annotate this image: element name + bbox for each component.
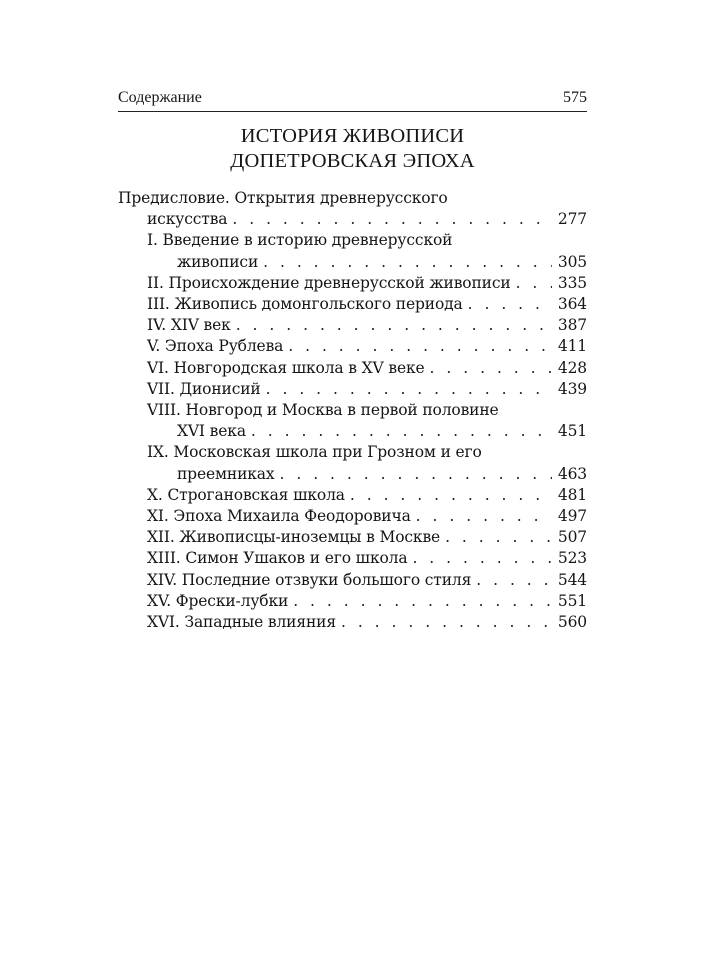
section-heading [118,124,587,174]
toc-entry-chapter-13[interactable] [118,548,587,569]
dot-leader [232,209,552,230]
toc-entry-title: VIII. Новгород и Москва в первой половине [147,401,499,420]
dot-leader [341,612,552,633]
toc-entry-title: XII. Живописцы-иноземцы в Москве [147,528,441,547]
toc-entry-page: 428 [557,358,587,377]
toc-entry-title: II. Происхождение древнерусской живописи [147,273,511,292]
dot-leader [251,421,552,442]
toc-entry-page: 411 [557,337,587,356]
toc-entry-chapter-5[interactable] [118,336,587,357]
toc-entry-chapter-1[interactable] [118,230,587,272]
toc-entry-title: IV. XIV век [147,316,231,335]
toc-entry-page: 451 [557,422,587,441]
toc-entry-page: 551 [557,591,587,610]
dot-leader [350,485,552,506]
toc-entry-title-cont: живописи [177,252,259,271]
dot-leader [266,379,552,400]
toc-entry-chapter-7[interactable] [118,379,587,400]
toc-entry-page: 335 [557,273,587,292]
toc-entry-title: VI. Новгородская школа в XV веке [147,358,425,377]
toc-entry-chapter-14[interactable] [118,570,587,591]
toc-entry-page: 439 [557,379,587,398]
running-header [118,89,587,107]
toc-entry-title: III. Живопись домонгольского периода [147,295,463,314]
dot-leader [293,591,552,612]
toc-entry-page: 463 [557,464,587,483]
toc-entry-title-cont: искусства [147,210,228,229]
toc-entry-title: IX. Московская школа при Грозном и его [147,443,482,462]
heading-line-1: ИСТОРИЯ ЖИВОПИСИ [240,125,465,147]
toc-entry-page: 523 [557,549,587,568]
toc-entry-page: 507 [557,528,587,547]
toc-entry-page: 387 [557,316,587,335]
toc-entry-title: VII. Дионисий [147,379,261,398]
toc-entry-chapter-10[interactable] [118,485,587,506]
toc-entry-title: V. Эпоха Рублева [147,337,284,356]
dot-leader [468,294,552,315]
dot-leader [412,548,552,569]
header-rule [118,111,587,112]
toc-entry-chapter-8[interactable] [118,400,587,442]
page-number: 575 [563,89,587,106]
toc-entry-chapter-9[interactable] [118,442,587,484]
toc-entry-title-cont: преемниках [177,464,275,483]
toc-entry-title: XI. Эпоха Михаила Феодоровича [147,507,411,526]
dot-leader [430,358,552,379]
toc-entry-page: 277 [557,210,587,229]
toc-entry-chapter-3[interactable] [118,294,587,315]
toc-entry-title: XIII. Симон Ушаков и его школа [147,549,408,568]
dot-leader [476,570,552,591]
toc-entry-title: X. Строгановская школа [147,485,345,504]
toc-entry-page: 305 [557,252,587,271]
toc-entry-page: 544 [557,570,587,589]
toc-entry-chapter-11[interactable] [118,506,587,527]
toc-entry-title: XVI. Западные влияния [147,613,336,632]
running-header-title: Содержание [118,89,202,106]
table-of-contents [118,188,587,633]
dot-leader [445,527,552,548]
toc-entry-preface[interactable] [118,188,587,230]
toc-entry-page: 560 [557,613,587,632]
toc-entry-chapter-6[interactable] [118,358,587,379]
toc-entry-chapter-16[interactable] [118,612,587,633]
toc-entry-title: Предисловие. Открытия древнерусского [118,189,448,207]
toc-entry-title: XV. Фрески-лубки [147,591,289,610]
toc-entry-chapter-12[interactable] [118,527,587,548]
dot-leader [516,273,552,294]
toc-entry-chapter-15[interactable] [118,591,587,612]
toc-entry-page: 481 [557,485,587,504]
toc-entry-page: 497 [557,507,587,526]
dot-leader [288,336,552,357]
toc-entry-title: XIV. Последние отзвуки большого стиля [147,570,472,589]
dot-leader [280,464,553,485]
heading-line-2: ДОПЕТРОВСКАЯ ЭПОХА [230,150,475,172]
toc-entry-title: I. Введение в историю древнерусской [147,231,453,250]
toc-entry-page: 364 [557,295,587,314]
dot-leader [236,315,552,336]
dot-leader [416,506,552,527]
toc-entry-chapter-4[interactable] [118,315,587,336]
dot-leader [263,252,552,273]
toc-entry-chapter-2[interactable] [118,273,587,294]
toc-entry-title-cont: XVI века [177,422,246,441]
